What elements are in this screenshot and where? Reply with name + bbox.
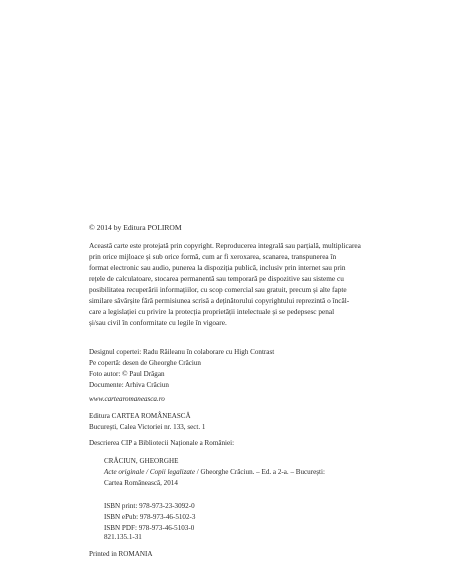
cip-record: [89, 456, 389, 489]
isbn-pdf: ISBN PDF: 978-973-46-5103-0: [104, 524, 195, 532]
copyright-notice: [89, 240, 375, 328]
publisher-section: [89, 411, 389, 433]
cover-design-credit: Designul copertei: Radu Răileanu în colaborare cu High Contrast: [89, 348, 275, 356]
notice-line: format electronic sau audio, punerea la dispoziția publică, inclusiv prin internet sau prin: [89, 263, 346, 272]
cip-title-rest: / Gheorghe Crăciun. – Ed. a 2-a. – București:: [195, 468, 325, 476]
publisher-website: www.cartearomaneasca.ro: [89, 395, 165, 403]
publisher-address: București, Calea Victoriei nr. 133, sect. 1: [89, 423, 206, 431]
cip-section: [89, 438, 389, 449]
cover-drawing-credit: Pe copertă: desen de Gheorghe Crăciun: [89, 359, 201, 367]
cip-header: Descrierea CIP a Bibliotecii Naționale a României:: [89, 439, 235, 447]
classification-code: 821.135.1-31: [104, 533, 142, 541]
copyright-line: © 2014 by Editura POLIROM: [89, 223, 182, 232]
credits-section: [89, 347, 389, 391]
printed-in-section: [89, 549, 389, 560]
cip-title-line: [89, 467, 389, 478]
classification-section: [89, 532, 389, 543]
isbn-section: [89, 501, 389, 534]
notice-line: și/sau civil în conformitate cu legile în vigoare.: [89, 318, 227, 327]
publisher-name: Editura CARTEA ROMÂNEASCĂ: [89, 412, 191, 420]
website-section: [89, 394, 389, 405]
cip-title: Acte originale / Copii legalizate: [104, 468, 196, 476]
notice-line: posibilitatea recuperării informațiilor, cu scop comercial sau gratuit, precum și alte fapte: [89, 285, 347, 294]
notice-line: Această carte este protejată prin copyright. Reproducerea integrală sau parțială, multiplicarea: [89, 241, 361, 250]
photo-credit: Foto autor: © Paul Drăgan: [89, 370, 165, 378]
copyright-section: [89, 222, 389, 233]
cip-publisher-line: Cartea Românească, 2014: [104, 479, 178, 487]
printed-in: Printed in ROMANIA: [89, 550, 153, 558]
isbn-print: ISBN print: 978-973-23-3092-0: [104, 502, 195, 510]
notice-line: care a legislației cu privire la protecția proprietății intelectuale și se pedepsesc penal: [89, 307, 335, 316]
cip-author: CRĂCIUN, GHEORGHE: [104, 457, 179, 465]
notice-line: rețele de calculatoare, stocarea permanentă sau temporară pe dispozitive sau sisteme cu: [89, 274, 344, 283]
notice-line: prin orice mijloace și sub orice formă, cum ar fi xeroxarea, scanarea, transpunerea în: [89, 252, 337, 261]
isbn-epub: ISBN ePub: 978-973-46-5102-3: [104, 513, 196, 521]
documents-credit: Documente: Arhiva Crăciun: [89, 381, 169, 389]
notice-line: similare săvârșite fără permisiunea scrisă a deținătorului copyrightului reprezintă o încăl-: [89, 296, 350, 305]
